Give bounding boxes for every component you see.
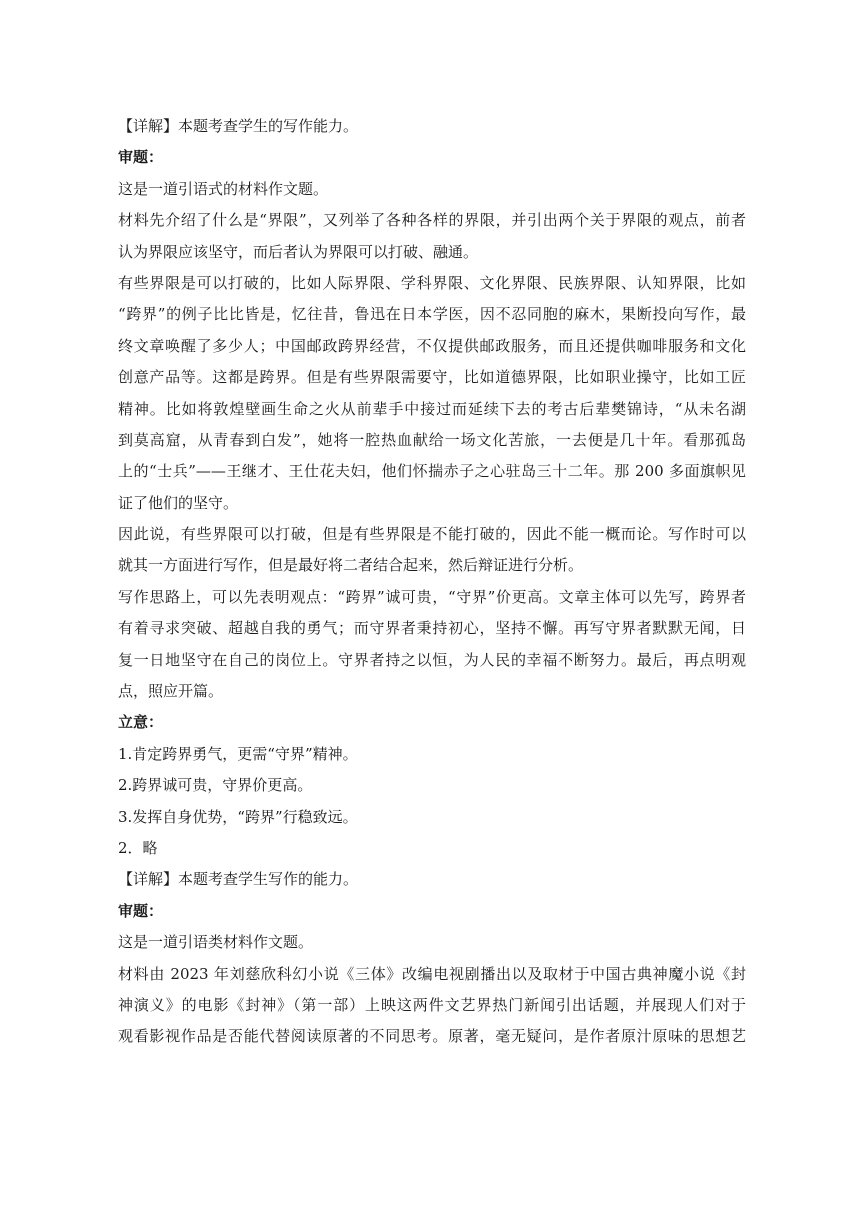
text-line: 证了他们的坚守。 — [118, 493, 239, 512]
text-line: “跨界”的例子比比皆是，忆往昔，鲁迅在日本学医，因不忍同胞的麻木，果断投向写作，最 — [118, 305, 746, 324]
text-line: 有着寻求突破、超越自我的勇气；而守界者秉持初心，坚持不懈。再写守界者默默无闻，日 — [118, 619, 746, 638]
text-line: 这是一道引语式的材料作文题。 — [118, 179, 329, 198]
document-body — [118, 111, 746, 1053]
text-line: 有些界限是可以打破的，比如人际界限、学科界限、文化界限、民族界限、认知界限，比如 — [118, 273, 746, 292]
text-line: 1.肯定跨界勇气，更需“守界”精神。 — [118, 744, 358, 763]
section-heading: 审题： — [118, 148, 164, 167]
text-line: 到莫高窟，从青春到白发”，她将一腔热血献给一场文化苦旅，一去便是几十年。看那孤岛 — [118, 430, 746, 449]
text-line: 终文章唤醒了多少人；中国邮政跨界经营，不仅提供邮政服务，而且还提供咖啡服务和文化 — [118, 336, 746, 355]
text-line: 【详解】本题考查学生的写作能力。 — [118, 117, 359, 135]
text-line: 创意产品等。这都是跨界。但是有些界限需要守，比如道德界限，比如职业操守，比如工匠 — [118, 368, 746, 387]
text-line: 这是一道引语类材料作文题。 — [118, 933, 314, 952]
section-heading: 立意： — [118, 713, 164, 732]
text-line: 3.发挥自身优势，“跨界”行稳致远。 — [118, 807, 358, 826]
text-line: 点，照应开篇。 — [118, 682, 224, 701]
text-line: 神演义》的电影《封神》（第一部）上映这两件文艺界热门新闻引出话题，并展现人们对于 — [118, 995, 746, 1014]
text-line: 2.跨界诚可贵，守界价更高。 — [118, 776, 313, 795]
text-line: 材料由 2023 年刘慈欣科幻小说《三体》改编电视剧播出以及取材于中国古典神魔小说《封 — [118, 964, 746, 983]
text-line: 材料先介绍了什么是“界限”，又列举了各种各样的界限，并引出两个关于界限的观点，前者 — [118, 211, 746, 230]
text-line: 上的“士兵”——王继才、王仕花夫妇，他们怀揣赤子之心驻岛三十二年。那 200 多面旗帜见 — [118, 462, 746, 481]
text-line: 复一日地坚守在自己的岗位上。守界者持之以恒，为人民的幸福不断努力。最后，再点明观 — [118, 650, 746, 669]
text-line: 【详解】本题考查学生写作的能力。 — [118, 870, 359, 889]
text-line: 观看影视作品是否能代替阅读原著的不同思考。原著，毫无疑问，是作者原汁原味的思想艺 — [118, 1027, 746, 1046]
text-line: 就其一方面进行写作，但是最好将二者结合起来，然后辩证进行分析。 — [118, 556, 584, 575]
text-line: 2．略 — [118, 838, 158, 857]
text-line: 认为界限应该坚守，而后者认为界限可以打破、融通。 — [118, 242, 479, 261]
section-heading: 审题： — [118, 901, 164, 920]
text-line: 精神。比如将敦煌壁画生命之火从前辈手中接过而延续下去的考古后辈樊锦诗，“从未名湖 — [118, 399, 746, 418]
text-line: 写作思路上，可以先表明观点：“跨界”诚可贵，“守界”价更高。文章主体可以先写，跨界者 — [118, 587, 746, 606]
text-line: 因此说，有些界限可以打破，但是有些界限是不能打破的，因此不能一概而论。写作时可以 — [118, 525, 746, 544]
